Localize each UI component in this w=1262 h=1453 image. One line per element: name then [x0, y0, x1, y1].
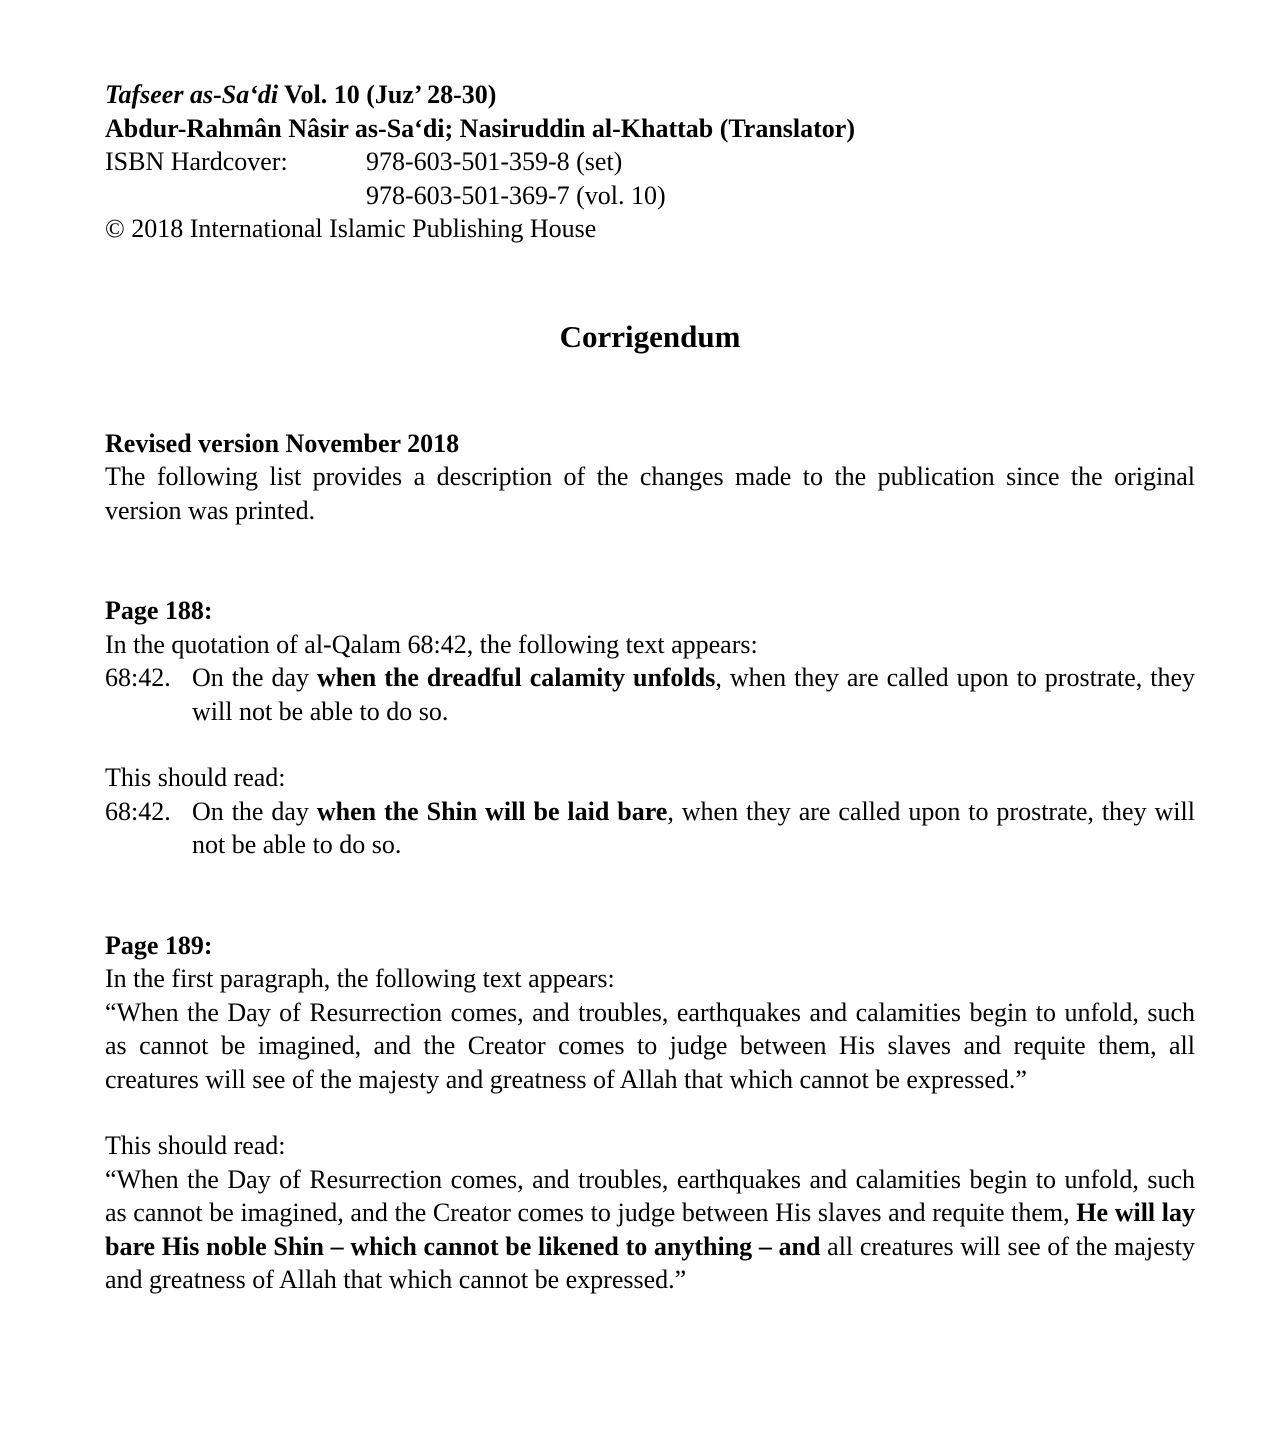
should-read-label: This should read:	[105, 763, 286, 792]
original-verse	[105, 661, 1195, 728]
book-title-line	[105, 78, 1195, 112]
corrected-paragraph	[105, 1163, 1195, 1297]
original-verse-bold: when the dreadful calamity unfolds	[317, 663, 716, 692]
verse-number: 68:42.	[105, 663, 171, 692]
isbn-volume: 978-603-501-369-7 (vol. 10)	[366, 180, 666, 210]
page-189-section	[105, 929, 1195, 1297]
isbn-set: 978-603-501-359-8 (set)	[366, 147, 623, 176]
volume-info: Vol. 10 (Juz’ 28-30)	[278, 80, 497, 109]
original-verse-pre: On the day	[192, 663, 318, 692]
original-verse-text	[192, 661, 1195, 728]
page-188-intro: In the quotation of al-Qalam 68:42, the following text appears:	[105, 629, 758, 659]
revised-section	[105, 427, 1195, 528]
page-188-title: Page 188:	[105, 596, 213, 625]
page-189-intro: In the first paragraph, the following text appears:	[105, 964, 615, 993]
corrected-verse-bold: when the Shin will be laid bare	[316, 796, 668, 826]
corrected-verse-pre: On the day	[192, 796, 317, 826]
revised-intro: The following list provides a description of the changes made to the publication since the original version was printed.	[105, 462, 1195, 525]
document-page	[105, 78, 1195, 1297]
corrected-paragraph-post: all creatures will see of the majesty and greatness of Allah that which cannot be expressed.”	[105, 1231, 1196, 1294]
original-paragraph: “When the Day of Resurrection comes, and troubles, earthquakes and calamities begin to unfold, such as cannot be imagined, and the Creator comes to judge between His slaves and requite them, all creatures will see of the majesty and greatness of Allah that which cannot be expressed.”	[105, 997, 1195, 1094]
publication-info	[105, 78, 1195, 246]
isbn-row-1	[105, 145, 1195, 179]
corrected-paragraph-pre: “When the Day of Resurrection comes, and troubles, earthquakes and calamities begin to unfold, such as cannot be imagined, and the Creator comes to judge between His slaves and requite them,	[105, 1164, 1195, 1227]
original-verse-post: , when they are called upon to prostrate, they will not be able to do so.	[192, 663, 1196, 726]
authors: Abdur-Rahmân Nâsir as-Sa‘di; Nasiruddin al-Khattab (Translator)	[105, 113, 856, 143]
copyright: © 2018 International Islamic Publishing House	[105, 214, 597, 243]
revised-title: Revised version November 2018	[105, 428, 460, 458]
should-read-label: This should read:	[105, 1131, 286, 1160]
page-title: Corrigendum	[559, 318, 741, 354]
corrected-paragraph-bold: He will lay bare His noble Shin – which cannot be likened to anything – and	[105, 1198, 1196, 1261]
page-188-section	[105, 594, 1195, 862]
verse-number: 68:42.	[105, 796, 171, 826]
corrected-verse-text	[192, 795, 1195, 862]
isbn-row-2	[105, 179, 1195, 213]
page-189-title: Page 189:	[105, 930, 213, 960]
book-title: Tafseer as-Sa‘di	[105, 80, 279, 109]
corrected-verse-post: , when they are called upon to prostrate, they will not be able to do so.	[192, 796, 1195, 859]
corrected-verse	[105, 795, 1195, 862]
isbn-label: ISBN Hardcover:	[105, 147, 288, 176]
